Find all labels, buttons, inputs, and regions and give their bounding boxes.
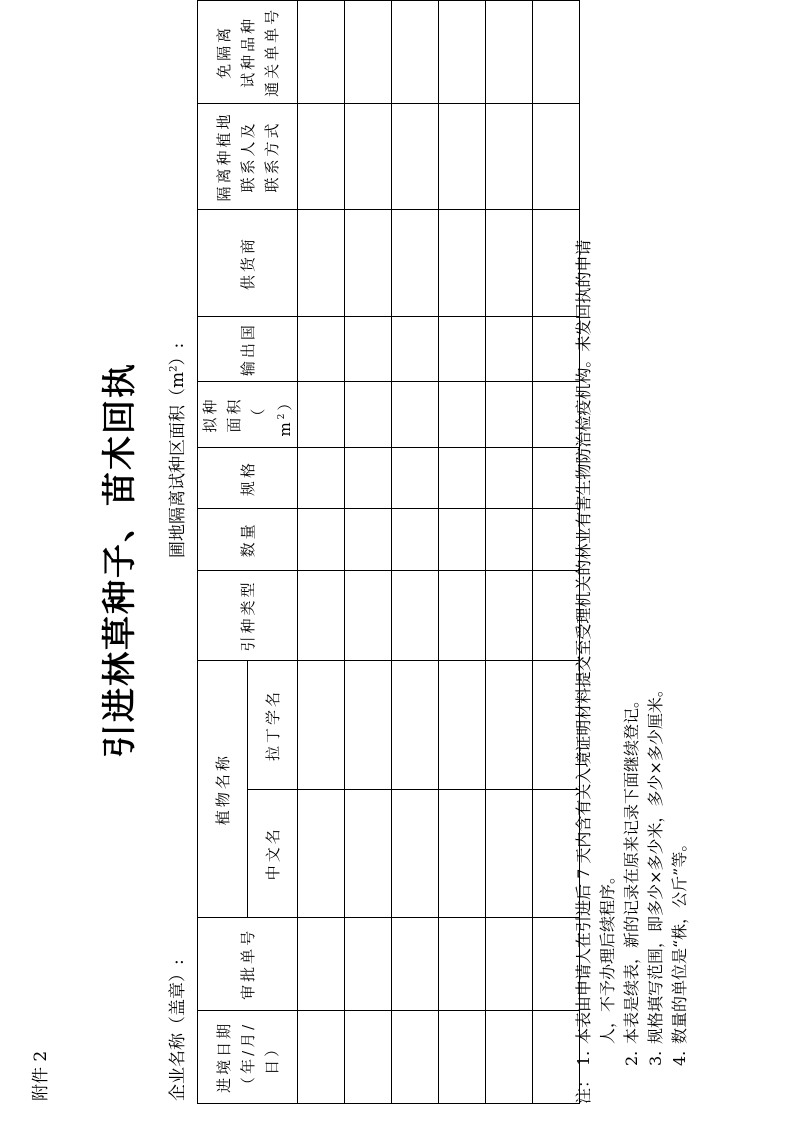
- table-cell[interactable]: [439, 447, 486, 508]
- table-row: [392, 1, 439, 1104]
- table-row: [298, 1, 345, 1104]
- note-2-number: 2.: [622, 1050, 641, 1066]
- table-cell[interactable]: [439, 509, 486, 570]
- table-cell[interactable]: [392, 1, 439, 104]
- table-cell[interactable]: [486, 316, 533, 381]
- table-cell[interactable]: [486, 1010, 533, 1103]
- note-item-4: [668, 240, 692, 1104]
- table-cell[interactable]: [486, 661, 533, 789]
- table-cell[interactable]: [298, 661, 345, 789]
- header-approval-no: 审批单号: [198, 917, 298, 1010]
- table-cell[interactable]: [439, 210, 486, 317]
- note-3-text: 规格填写范围，即多少×多少米，多少×多少厘米。: [646, 681, 665, 1044]
- note-item-3: [644, 240, 668, 1104]
- planting-area-unit: [246, 382, 297, 447]
- table-cell[interactable]: [392, 789, 439, 917]
- table-cell[interactable]: [439, 382, 486, 448]
- note-4-text: 数量的单位是“株，公斤”等。: [670, 835, 689, 1044]
- table-cell[interactable]: [298, 316, 345, 381]
- table-cell[interactable]: [345, 661, 392, 789]
- header-plant-name: 植物名称: [198, 661, 248, 918]
- table-cell[interactable]: [345, 570, 392, 661]
- header-chinese-name: 中文名: [248, 789, 298, 917]
- table-cell[interactable]: [345, 917, 392, 1010]
- table-cell[interactable]: [298, 1, 345, 104]
- table-cell[interactable]: [392, 382, 439, 448]
- table-cell[interactable]: [345, 447, 392, 508]
- table-cell[interactable]: [392, 661, 439, 789]
- table-cell[interactable]: [345, 789, 392, 917]
- table-cell[interactable]: [486, 1, 533, 104]
- planting-area-unit-exp: 2: [277, 410, 287, 420]
- area-unit-exponent: 2: [168, 365, 180, 372]
- table-cell[interactable]: [392, 570, 439, 661]
- table-cell[interactable]: [392, 316, 439, 381]
- header-introduction-type: 引种类型: [198, 570, 298, 661]
- header-supplier: 供货商: [198, 210, 298, 317]
- table-row: [439, 1, 486, 1104]
- table-cell[interactable]: [298, 509, 345, 570]
- table-cell[interactable]: [486, 509, 533, 570]
- table-row: [345, 1, 392, 1104]
- note-1-number: 1.: [574, 1050, 593, 1066]
- planting-area-unit-pre: （ m: [249, 405, 294, 437]
- table-cell[interactable]: [298, 570, 345, 661]
- notes-label: 注：: [574, 1071, 593, 1104]
- table-cell[interactable]: [392, 210, 439, 317]
- entry-date-line2: （年/月/日）: [238, 1021, 281, 1092]
- table-cell[interactable]: [439, 103, 486, 210]
- header-isolation-contact: [198, 103, 298, 210]
- table-cell[interactable]: [392, 917, 439, 1010]
- table-cell[interactable]: [345, 1, 392, 104]
- table-cell[interactable]: [486, 789, 533, 917]
- area-unit: m: [168, 371, 188, 388]
- table-cell[interactable]: [486, 382, 533, 448]
- table-cell[interactable]: [298, 210, 345, 317]
- header-entry-date: [198, 1010, 298, 1103]
- table-cell[interactable]: [439, 1010, 486, 1103]
- table-cell[interactable]: [345, 210, 392, 317]
- table-cell[interactable]: [345, 382, 392, 448]
- note-2-text: 本表是续表，新的记录在原来记录下面继续登记。: [622, 691, 641, 1044]
- exempt-line2: 试种品种: [238, 15, 257, 88]
- table-cell[interactable]: [486, 570, 533, 661]
- table-cell[interactable]: [439, 570, 486, 661]
- area-suffix: ）:: [168, 342, 188, 366]
- planting-area-line1: 拟种: [201, 396, 219, 433]
- note-1-text: 本表由申请人在引进后 7 天内含有关入境证明材料提交至受理机关的林业有害生物防治检疫机构。未发回执的申请: [574, 239, 593, 1044]
- header-specification: 规格: [198, 447, 298, 508]
- table-cell[interactable]: [486, 210, 533, 317]
- table-cell[interactable]: [486, 447, 533, 508]
- table-cell[interactable]: [439, 316, 486, 381]
- header-quantity: 数量: [198, 509, 298, 570]
- entry-date-line1: 进境日期: [214, 1020, 233, 1093]
- table-cell[interactable]: [298, 382, 345, 448]
- planting-area-unit-post: ）: [276, 392, 294, 411]
- note-4-number: 4.: [670, 1050, 689, 1066]
- table-cell[interactable]: [439, 1, 486, 104]
- table-cell[interactable]: [345, 1010, 392, 1103]
- header-exempt-isolation-no: [198, 1, 298, 104]
- table-cell[interactable]: [439, 661, 486, 789]
- table-cell[interactable]: [439, 789, 486, 917]
- isolation-contact-line2: 联系人及: [238, 120, 257, 193]
- planting-area-line2: 面积: [225, 396, 243, 433]
- table-cell[interactable]: [345, 103, 392, 210]
- note-item-2: [620, 240, 644, 1104]
- notes-section: [572, 240, 692, 1104]
- table-cell[interactable]: [298, 103, 345, 210]
- table-cell[interactable]: [298, 1010, 345, 1103]
- note-3-number: 3.: [646, 1050, 665, 1066]
- exempt-line1: 免隔离: [214, 24, 233, 79]
- table-cell[interactable]: [298, 447, 345, 508]
- form-title: 引进林草种子、苗木回执: [100, 362, 140, 758]
- receipt-table: [197, 0, 580, 1104]
- note-item-1: [572, 240, 596, 1104]
- table-cell[interactable]: [298, 789, 345, 917]
- table-cell[interactable]: [298, 917, 345, 1010]
- table-row: [486, 1, 533, 1104]
- table-body: [298, 1, 580, 1104]
- table-cell[interactable]: [439, 917, 486, 1010]
- note-1-continuation: 人，不予办理后续程序。: [598, 867, 617, 1044]
- table-cell[interactable]: [533, 1, 580, 104]
- table-cell[interactable]: [533, 103, 580, 210]
- table-cell[interactable]: [392, 509, 439, 570]
- company-name-label: 企业名称（盖章）:: [168, 959, 188, 1101]
- isolation-contact-line1: 隔离种植地: [214, 111, 233, 202]
- table-cell[interactable]: [392, 103, 439, 210]
- table-cell[interactable]: [345, 316, 392, 381]
- header-latin-name: 拉丁学名: [248, 661, 298, 789]
- header-row-1: [198, 1, 248, 1104]
- isolation-contact-line3: 联系方式: [262, 120, 281, 193]
- isolation-area-label: [163, 343, 188, 558]
- table-cell[interactable]: [392, 1010, 439, 1103]
- area-prefix: 圃地隔离试种区面积（: [168, 388, 188, 558]
- attachment-label: 附件 2: [31, 1050, 51, 1101]
- table-cell[interactable]: [392, 447, 439, 508]
- header-exporting-country: 输出国: [198, 316, 298, 381]
- exempt-line3: 通关单单号: [262, 6, 281, 97]
- table-cell[interactable]: [345, 509, 392, 570]
- table-cell[interactable]: [486, 917, 533, 1010]
- header-planting-area: [198, 382, 298, 448]
- table-cell[interactable]: [486, 103, 533, 210]
